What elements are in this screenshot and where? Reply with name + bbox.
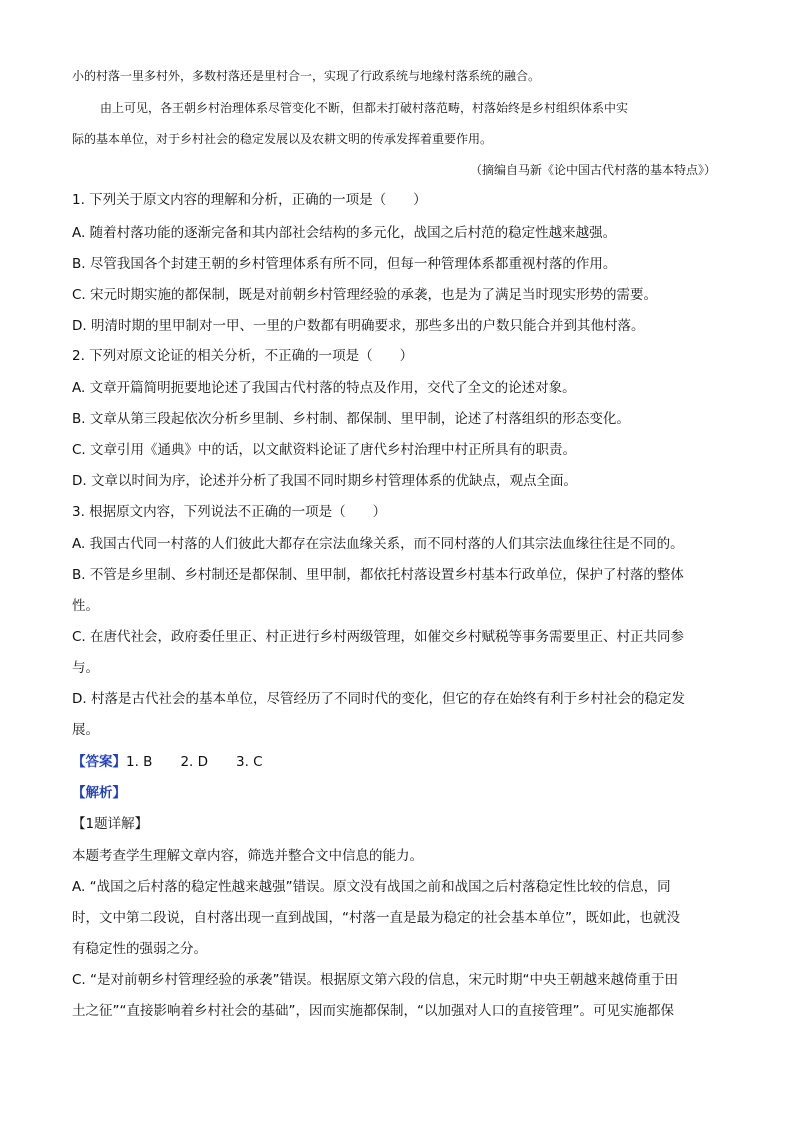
option-d: D. 文章以时间为序，论述并分析了我国不同时期乡村管理体系的优缺点，观点全面。 xyxy=(72,473,577,489)
passage-paragraph-line: 际的基本单位，对于乡村社会的稳定发展以及农耕文明的传承发挥着重要作用。 xyxy=(72,132,493,146)
option-b: B. 文章从第三段起依次分析乡里制、乡村制、都保制、里甲制，论述了村落组织的形态变化。 xyxy=(72,411,630,427)
option-c-continued: 与。 xyxy=(72,660,99,676)
option-b: B. 尽管我国各个封建王朝的乡村管理体系有所不同，但每一种管理体系都重视村落的作用。 xyxy=(72,256,617,272)
analysis-tag: 【解析】 xyxy=(72,785,126,801)
option-c: C. 宋元时期实施的都保制，既是对前朝乡村管理经验的承袭，也是为了满足当时现实形势的需要。 xyxy=(72,287,658,303)
option-b-continued: 性。 xyxy=(72,598,99,614)
option-b: B. 不管是乡里制、乡村制还是都保制、里甲制，都依托村落设置乡村基本行政单位，保护了村落的整体 xyxy=(72,567,684,583)
option-d: D. 村落是古代社会的基本单位，尽管经历了不同时代的变化，但它的存在始终有利于乡村社会的稳定发 xyxy=(72,691,685,707)
answer-item: 3. C xyxy=(236,754,263,770)
analysis-line: A. “战国之后村落的稳定性越来越强”错误。原文没有战国之前和战国之后村落稳定性比较的信息，同 xyxy=(72,879,671,895)
passage-source: （摘编自马新《论中国古代村落的基本特点》） xyxy=(469,163,716,177)
question-stem: 1. 下列关于原文内容的理解和分析，正确的一项是（ ） xyxy=(72,192,427,208)
option-a: A. 文章开篇简明扼要地论述了我国古代村落的特点及作用，交代了全文的论述对象。 xyxy=(72,380,576,396)
analysis-subheading: 【1题详解】 xyxy=(72,816,149,832)
option-d-continued: 展。 xyxy=(72,722,99,738)
analysis-line: 有稳定性的强弱之分。 xyxy=(72,941,207,957)
answer-tag: 【答案】 xyxy=(72,754,126,770)
option-c: C. 文章引用《通典》中的话，以文献资料论证了唐代乡村治理中村正所具有的职责。 xyxy=(72,442,577,458)
answer-item: 1. B xyxy=(126,754,153,770)
answer-item: 2. D xyxy=(180,754,209,770)
question-stem: 2. 下列对原文论证的相关分析，不正确的一项是（ ） xyxy=(72,348,414,364)
analysis-line: 土之征”“直接影响着乡村社会的基础”，因而实施都保制，“以加强对人口的直接管理”。可见实施都保 xyxy=(72,1003,674,1019)
analysis-line: 时，文中第二段说，自村落出现一直到战国，“村落一直是最为稳定的社会基本单位”，既如此，也就没 xyxy=(72,910,680,926)
option-a: A. 我国古代同一村落的人们彼此大都存在宗法血缘关系，而不同村落的人们其宗法血缘往往是不同的。 xyxy=(72,536,684,552)
analysis-line: C. “是对前朝乡村管理经验的承袭”错误。根据原文第六段的信息，宋元时期“中央王朝越来越倚重于田 xyxy=(72,972,678,988)
option-a: A. 随着村落功能的逐渐完备和其内部社会结构的多元化，战国之后村范的稳定性越来越强。 xyxy=(72,225,617,241)
analysis-line: 本题考查学生理解文章内容，筛选并整合文中信息的能力。 xyxy=(72,848,423,864)
question-stem: 3. 根据原文内容，下列说法不正确的一项是（ ） xyxy=(72,504,387,520)
passage-line: 小的村落一里多村外，多数村落还是里村合一，实现了行政系统与地缘村落系统的融合。 xyxy=(72,69,541,83)
answer-line xyxy=(72,752,291,772)
passage-paragraph-line: 由上可见，各王朝乡村治理体系尽管变化不断，但都未打破村落范畴，村落始终是乡村组织体系中实 xyxy=(100,101,629,115)
option-c: C. 在唐代社会，政府委任里正、村正进行乡村两级管理，如催交乡村赋税等事务需要里正、村正共同参 xyxy=(72,629,685,645)
option-d: D. 明清时期的里甲制对一甲、一里的户数都有明确要求，那些多出的户数只能合并到其他村落。 xyxy=(72,318,645,334)
